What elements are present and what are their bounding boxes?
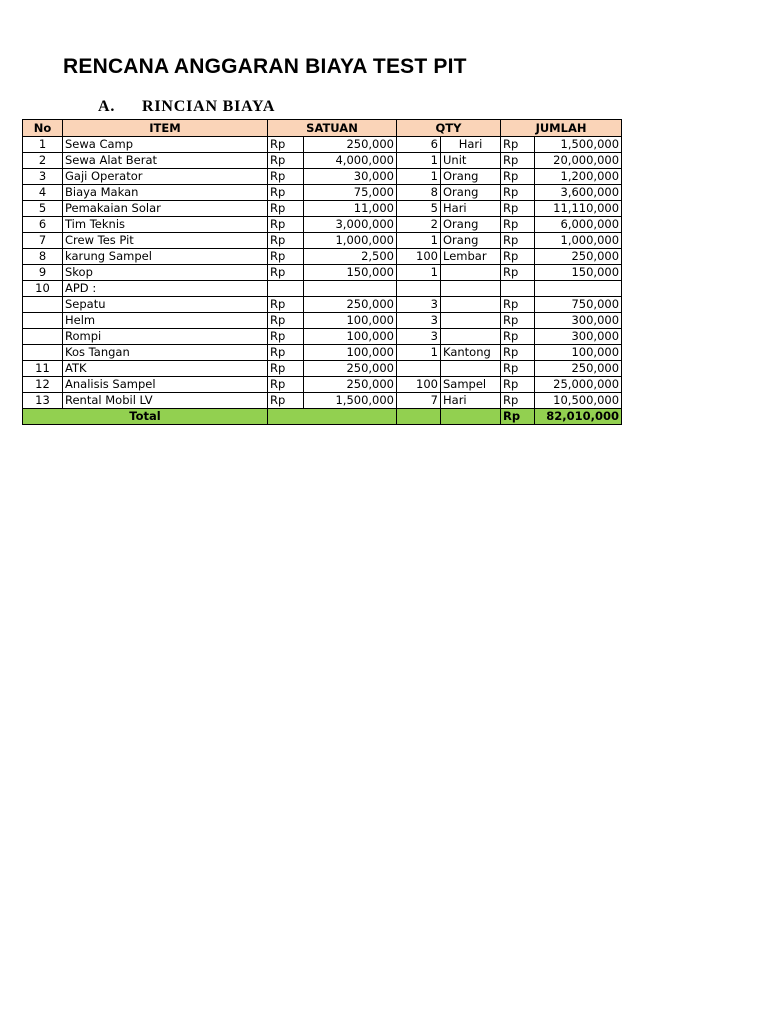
cell-item: Sepatu	[63, 297, 268, 313]
cell-jumlah-value: 250,000	[535, 249, 622, 265]
cell-satuan-price	[304, 281, 397, 297]
cell-satuan-price: 250,000	[304, 137, 397, 153]
cell-no: 10	[23, 281, 63, 297]
section-heading	[98, 98, 275, 116]
cell-satuan-currency: Rp	[268, 153, 304, 169]
cell-jumlah-currency	[501, 281, 535, 297]
cell-no	[23, 313, 63, 329]
cell-qty: 3	[397, 313, 441, 329]
cell-unit	[441, 281, 501, 297]
table-row	[23, 169, 622, 185]
table-row	[23, 249, 622, 265]
table-row	[23, 265, 622, 281]
table-row	[23, 345, 622, 361]
cell-qty	[397, 281, 441, 297]
cell-jumlah-value: 150,000	[535, 265, 622, 281]
cell-satuan-price: 250,000	[304, 377, 397, 393]
cell-jumlah-value: 250,000	[535, 361, 622, 377]
cell-jumlah-value: 11,110,000	[535, 201, 622, 217]
cell-satuan-currency: Rp	[268, 329, 304, 345]
cell-item: Analisis Sampel	[63, 377, 268, 393]
cell-jumlah-value: 1,000,000	[535, 233, 622, 249]
cell-satuan-currency: Rp	[268, 201, 304, 217]
cell-jumlah-value: 1,500,000	[535, 137, 622, 153]
cell-satuan-currency: Rp	[268, 345, 304, 361]
cell-item: Crew Tes Pit	[63, 233, 268, 249]
cell-jumlah-currency: Rp	[501, 393, 535, 409]
table-row	[23, 153, 622, 169]
cell-jumlah-value: 20,000,000	[535, 153, 622, 169]
section-letter: A.	[98, 98, 116, 115]
table-row	[23, 297, 622, 313]
cell-unit: Lembar	[441, 249, 501, 265]
total-rp: Rp	[501, 409, 535, 425]
cell-satuan-currency: Rp	[268, 137, 304, 153]
cell-item: Tim Teknis	[63, 217, 268, 233]
cell-item: APD :	[63, 281, 268, 297]
cell-unit: Orang	[441, 185, 501, 201]
cell-qty: 7	[397, 393, 441, 409]
cell-satuan-price: 100,000	[304, 329, 397, 345]
cell-item: Helm	[63, 313, 268, 329]
cell-satuan-currency: Rp	[268, 393, 304, 409]
cell-no: 7	[23, 233, 63, 249]
cell-jumlah-currency: Rp	[501, 297, 535, 313]
cell-satuan-currency: Rp	[268, 361, 304, 377]
cell-item: Kos Tangan	[63, 345, 268, 361]
cell-jumlah-value: 25,000,000	[535, 377, 622, 393]
cell-item: karung Sampel	[63, 249, 268, 265]
cell-qty: 6	[397, 137, 441, 153]
cell-satuan-price: 2,500	[304, 249, 397, 265]
cell-jumlah-currency: Rp	[501, 313, 535, 329]
cell-item: Rompi	[63, 329, 268, 345]
cell-qty: 100	[397, 249, 441, 265]
cell-jumlah-currency: Rp	[501, 329, 535, 345]
table-row	[23, 313, 622, 329]
table-row	[23, 361, 622, 377]
section-title: RINCIAN BIAYA	[142, 98, 276, 115]
cell-unit: Sampel	[441, 377, 501, 393]
table-row	[23, 201, 622, 217]
cell-satuan-price: 30,000	[304, 169, 397, 185]
cell-item: Sewa Alat Berat	[63, 153, 268, 169]
cell-unit: Orang	[441, 233, 501, 249]
cell-satuan-currency: Rp	[268, 313, 304, 329]
table-row	[23, 233, 622, 249]
cell-jumlah-currency: Rp	[501, 201, 535, 217]
header-satuan: SATUAN	[268, 120, 397, 137]
cell-no: 12	[23, 377, 63, 393]
cell-qty: 1	[397, 153, 441, 169]
cell-unit: Orang	[441, 169, 501, 185]
total-value: 82,010,000	[535, 409, 622, 425]
cell-qty: 1	[397, 169, 441, 185]
cell-unit	[441, 329, 501, 345]
cell-unit: Kantong	[441, 345, 501, 361]
table-row	[23, 137, 622, 153]
cell-satuan-currency: Rp	[268, 297, 304, 313]
cell-satuan-price: 100,000	[304, 345, 397, 361]
cell-jumlah-value: 1,200,000	[535, 169, 622, 185]
cell-jumlah-value	[535, 281, 622, 297]
cell-item: Rental Mobil LV	[63, 393, 268, 409]
cell-item: Gaji Operator	[63, 169, 268, 185]
cell-unit: Hari	[441, 201, 501, 217]
cell-unit	[441, 297, 501, 313]
cell-no: 8	[23, 249, 63, 265]
cell-satuan-price: 250,000	[304, 297, 397, 313]
cell-satuan-price: 1,000,000	[304, 233, 397, 249]
cell-satuan-currency: Rp	[268, 265, 304, 281]
cell-satuan-price: 1,500,000	[304, 393, 397, 409]
cell-qty: 3	[397, 297, 441, 313]
cell-no	[23, 345, 63, 361]
cell-qty: 100	[397, 377, 441, 393]
cell-satuan-currency: Rp	[268, 377, 304, 393]
cell-unit	[441, 361, 501, 377]
cell-jumlah-currency: Rp	[501, 169, 535, 185]
cell-jumlah-currency: Rp	[501, 345, 535, 361]
table-row	[23, 377, 622, 393]
cell-qty: 1	[397, 345, 441, 361]
cell-item: Biaya Makan	[63, 185, 268, 201]
total-empty-satuan	[268, 409, 397, 425]
cell-jumlah-currency: Rp	[501, 153, 535, 169]
cell-item: ATK	[63, 361, 268, 377]
cell-jumlah-currency: Rp	[501, 377, 535, 393]
total-label: Total	[23, 409, 268, 425]
cell-qty: 1	[397, 265, 441, 281]
cell-no	[23, 329, 63, 345]
cell-jumlah-value: 100,000	[535, 345, 622, 361]
cell-qty: 1	[397, 233, 441, 249]
cell-satuan-currency: Rp	[268, 217, 304, 233]
total-row	[23, 409, 622, 425]
table-row	[23, 185, 622, 201]
cell-unit: Hari	[441, 137, 501, 153]
cell-no: 5	[23, 201, 63, 217]
cell-jumlah-value: 750,000	[535, 297, 622, 313]
cell-no: 13	[23, 393, 63, 409]
cell-jumlah-value: 300,000	[535, 329, 622, 345]
cell-no: 6	[23, 217, 63, 233]
table-row	[23, 329, 622, 345]
cell-satuan-currency: Rp	[268, 249, 304, 265]
cell-jumlah-value: 3,600,000	[535, 185, 622, 201]
cell-no: 11	[23, 361, 63, 377]
cell-satuan-currency: Rp	[268, 169, 304, 185]
header-qty: QTY	[397, 120, 501, 137]
cell-satuan-price: 250,000	[304, 361, 397, 377]
cell-qty: 8	[397, 185, 441, 201]
cell-satuan-currency: Rp	[268, 185, 304, 201]
cell-unit: Unit	[441, 153, 501, 169]
cell-satuan-price: 75,000	[304, 185, 397, 201]
cell-jumlah-currency: Rp	[501, 249, 535, 265]
cell-satuan-currency: Rp	[268, 233, 304, 249]
cell-jumlah-currency: Rp	[501, 217, 535, 233]
cell-qty: 3	[397, 329, 441, 345]
cell-item: Pemakaian Solar	[63, 201, 268, 217]
cell-jumlah-currency: Rp	[501, 185, 535, 201]
cell-qty: 5	[397, 201, 441, 217]
cell-jumlah-currency: Rp	[501, 361, 535, 377]
cell-no: 1	[23, 137, 63, 153]
budget-table	[22, 119, 622, 425]
cell-unit	[441, 265, 501, 281]
document-title: RENCANA ANGGARAN BIAYA TEST PIT	[63, 55, 467, 78]
cell-no: 4	[23, 185, 63, 201]
cell-jumlah-currency: Rp	[501, 233, 535, 249]
cell-unit: Hari	[441, 393, 501, 409]
header-no: No	[23, 120, 63, 137]
total-empty-unit	[441, 409, 501, 425]
cell-unit	[441, 313, 501, 329]
cell-jumlah-currency: Rp	[501, 137, 535, 153]
cell-no: 3	[23, 169, 63, 185]
cell-satuan-price: 100,000	[304, 313, 397, 329]
table-header-row	[23, 120, 622, 137]
header-item: ITEM	[63, 120, 268, 137]
cell-jumlah-value: 6,000,000	[535, 217, 622, 233]
cell-jumlah-value: 300,000	[535, 313, 622, 329]
cell-item: Sewa Camp	[63, 137, 268, 153]
cell-jumlah-value: 10,500,000	[535, 393, 622, 409]
cell-no	[23, 297, 63, 313]
cell-no: 2	[23, 153, 63, 169]
cell-satuan-currency	[268, 281, 304, 297]
cell-satuan-price: 3,000,000	[304, 217, 397, 233]
cell-qty: 2	[397, 217, 441, 233]
cell-unit: Orang	[441, 217, 501, 233]
cell-satuan-price: 11,000	[304, 201, 397, 217]
table-row	[23, 217, 622, 233]
cell-no: 9	[23, 265, 63, 281]
table-row	[23, 281, 622, 297]
cell-jumlah-currency: Rp	[501, 265, 535, 281]
cell-item: Skop	[63, 265, 268, 281]
table-row	[23, 393, 622, 409]
header-jumlah: JUMLAH	[501, 120, 622, 137]
cell-satuan-price: 150,000	[304, 265, 397, 281]
cell-satuan-price: 4,000,000	[304, 153, 397, 169]
cell-qty	[397, 361, 441, 377]
total-empty-qty	[397, 409, 441, 425]
